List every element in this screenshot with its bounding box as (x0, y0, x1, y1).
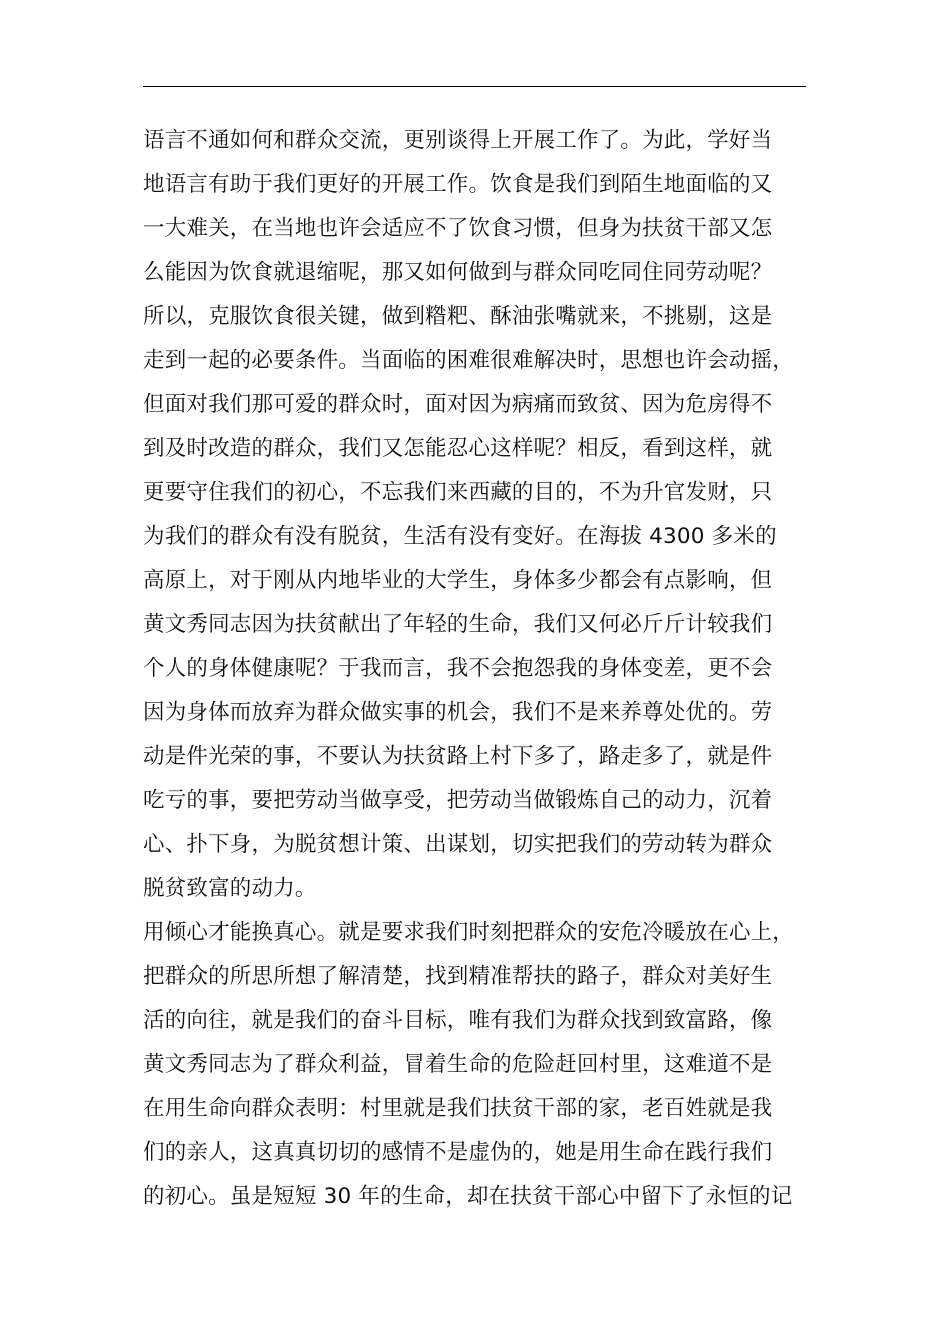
text-line: 把群众的所思所想了解清楚，找到精准帮扶的路子，群众对美好生 (143, 964, 773, 989)
text-line: 但面对我们那可爱的群众时，面对因为病痛而致贫、因为危房得不 (143, 392, 773, 417)
header-rule (143, 86, 806, 87)
text-line: 地语言有助于我们更好的开展工作。饮食是我们到陌生地面临的又 (143, 172, 773, 197)
text-line: 语言不通如何和群众交流，更别谈得上开展工作了。为此，学好当 (143, 128, 773, 153)
text-line: 高原上，对于刚从内地毕业的大学生，身体多少都会有点影响，但 (143, 568, 773, 593)
text-line: 走到一起的必要条件。当面临的困难很难解决时，思想也许会动摇， (143, 348, 795, 373)
text-line: 一大难关，在当地也许会适应不了饮食习惯，但身为扶贫干部又怎 (143, 216, 773, 241)
text-line: 么能因为饮食就退缩呢，那又如何做到与群众同吃同住同劳动呢？ (143, 260, 773, 285)
text-line: 们的亲人，这真真切切的感情不是虚伪的，她是用生命在践行我们 (143, 1140, 773, 1165)
text-line: 所以，克服饮食很关键，做到糌粑、酥油张嘴就来，不挑剔，这是 (143, 304, 773, 329)
text-line: 在用生命向群众表明：村里就是我们扶贫干部的家，老百姓就是我 (143, 1096, 773, 1121)
text-line: 更要守住我们的初心，不忘我们来西藏的目的，不为升官发财，只 (143, 480, 773, 505)
text-line: 脱贫致富的动力。 (143, 876, 317, 901)
text-line: 心、扑下身，为脱贫想计策、出谋划，切实把我们的劳动转为群众 (143, 832, 773, 857)
text-line: 动是件光荣的事，不要认为扶贫路上村下多了，路走多了，就是件 (143, 744, 773, 769)
text-line: 用倾心才能换真心。就是要求我们时刻把群众的安危冷暖放在心上， (143, 920, 795, 945)
text-line: 黄文秀同志因为扶贫献出了年轻的生命，我们又何必斤斤计较我们 (143, 612, 773, 637)
text-line: 黄文秀同志为了群众利益，冒着生命的危险赶回村里，这难道不是 (143, 1052, 773, 1077)
text-line: 个人的身体健康呢？于我而言，我不会抱怨我的身体变差，更不会 (143, 656, 773, 681)
text-line: 活的向往，就是我们的奋斗目标，唯有我们为群众找到致富路，像 (143, 1008, 773, 1033)
body-text (143, 119, 815, 1219)
text-line: 因为身体而放弃为群众做实事的机会，我们不是来养尊处优的。劳 (143, 700, 773, 725)
text-line: 到及时改造的群众，我们又怎能忍心这样呢？相反，看到这样，就 (143, 436, 773, 461)
text-line: 为我们的群众有没有脱贫，生活有没有变好。在海拔 4300 多米的 (143, 524, 777, 549)
text-line: 的初心。虽是短短 30 年的生命，却在扶贫干部心中留下了永恒的记 (143, 1184, 793, 1209)
text-line: 吃亏的事，要把劳动当做享受，把劳动当做锻炼自己的动力，沉着 (143, 788, 773, 813)
